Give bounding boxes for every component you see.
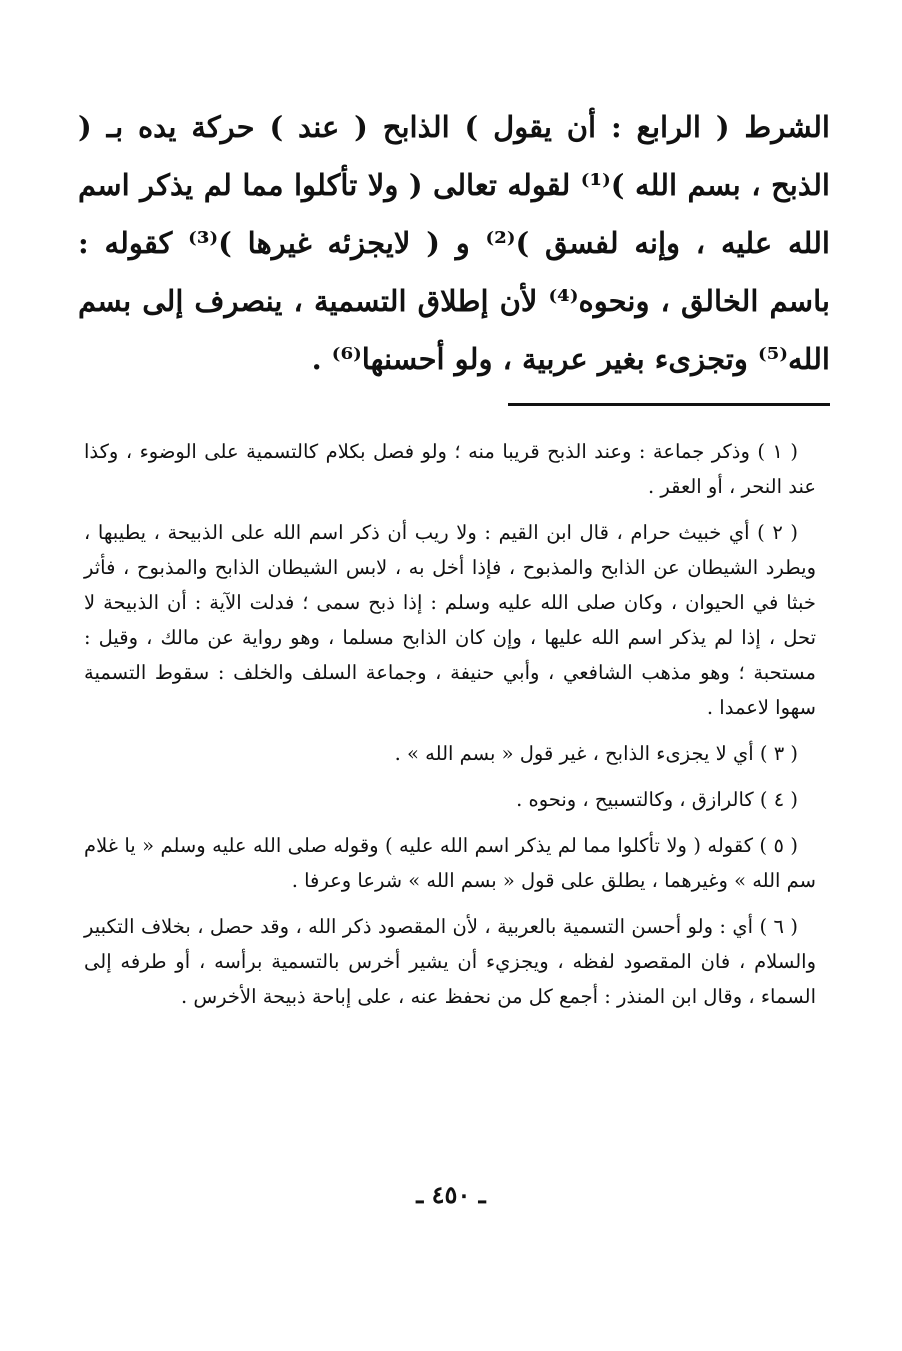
footnote-5: ( ٥ ) كقوله ( ولا تأكلوا مما لم يذكر اسم الله عليه ) وقوله صلى الله عليه وسلم « يا غلام سم الله » وغيرهما ، يطلق على قول « بسم الله » شرعا وعرفا .	[84, 834, 816, 892]
page-number: ـ ٤٥٠ ـ	[416, 1180, 486, 1209]
main-paragraph: الشرط ( الرابع : أن يقول ) الذابح ( عند ) حركة يده بـ ( الذبح ، بسم الله )⁽¹⁾ لقوله تعالى ( ولا تأكلوا مما لم يذكر اسم الله عليه ، وإنه لفسق )⁽²⁾ و ( لايجزئه غيرها )⁽³⁾ كقوله : باسم الخالق ، ونحوه⁽⁴⁾ لأن إطلاق التسمية ، ينصرف إلى بسم الله⁽⁵⁾ وتجزىء بغير عربية ، ولو أحسنها⁽⁶⁾ .	[78, 110, 830, 376]
footnote-6: ( ٦ ) أي : ولو أحسن التسمية بالعربية ، لأن المقصود ذكر الله ، وقد حصل ، بخلاف التكبير والسلام ، فان المقصود لفظه ، ويجزيء أن يشير أخرس بالتسمية برأسه ، أو طرفه إلى السماء ، وقال ابن المنذر : أجمع كل من نحفظ عنه ، على إباحة ذبيحة الأخرس .	[84, 915, 816, 1008]
footnotes-section	[84, 434, 816, 1025]
footnote-1: ( ١ ) وذكر جماعة : وعند الذبح قريبا منه ؛ ولو فصل بكلام كالتسمية على الوضوء ، وكذا عند النحر ، أو العقر .	[84, 440, 816, 498]
footnote-4: ( ٤ ) كالرازق ، وكالتسبيح ، ونحوه .	[516, 788, 798, 811]
footnote-separator-line	[508, 403, 830, 406]
main-text-block	[78, 98, 830, 388]
footnote-2: ( ٢ ) أي خبيث حرام ، قال ابن القيم : ولا ريب أن ذكر اسم الله على الذبيحة ، يطيبها ، ويطرد الشيطان عن الذابح والمذبوح ، فإذا أخل به ، لابس الشيطان الذابح والمذبوح ، فأثر خبثا في الحيوان ، وكان صلى الله عليه وسلم : إذا ذبح سمى ؛ فدلت الآية : أن الذبيحة لا تحل ، إذا لم يذكر اسم الله عليها ، وإن كان الذابح مسلما ، وهو رواية عن مالك ، وقيل : مستحبة ؛ وهو مذهب الشافعي ، وأبي حنيفة ، وجماعة السلف والخلف : سقوط التسمية سهوا لاعمدا .	[84, 521, 816, 719]
footnote-3: ( ٣ ) أي لا يجزىء الذابح ، غير قول « بسم الله » .	[394, 742, 798, 765]
